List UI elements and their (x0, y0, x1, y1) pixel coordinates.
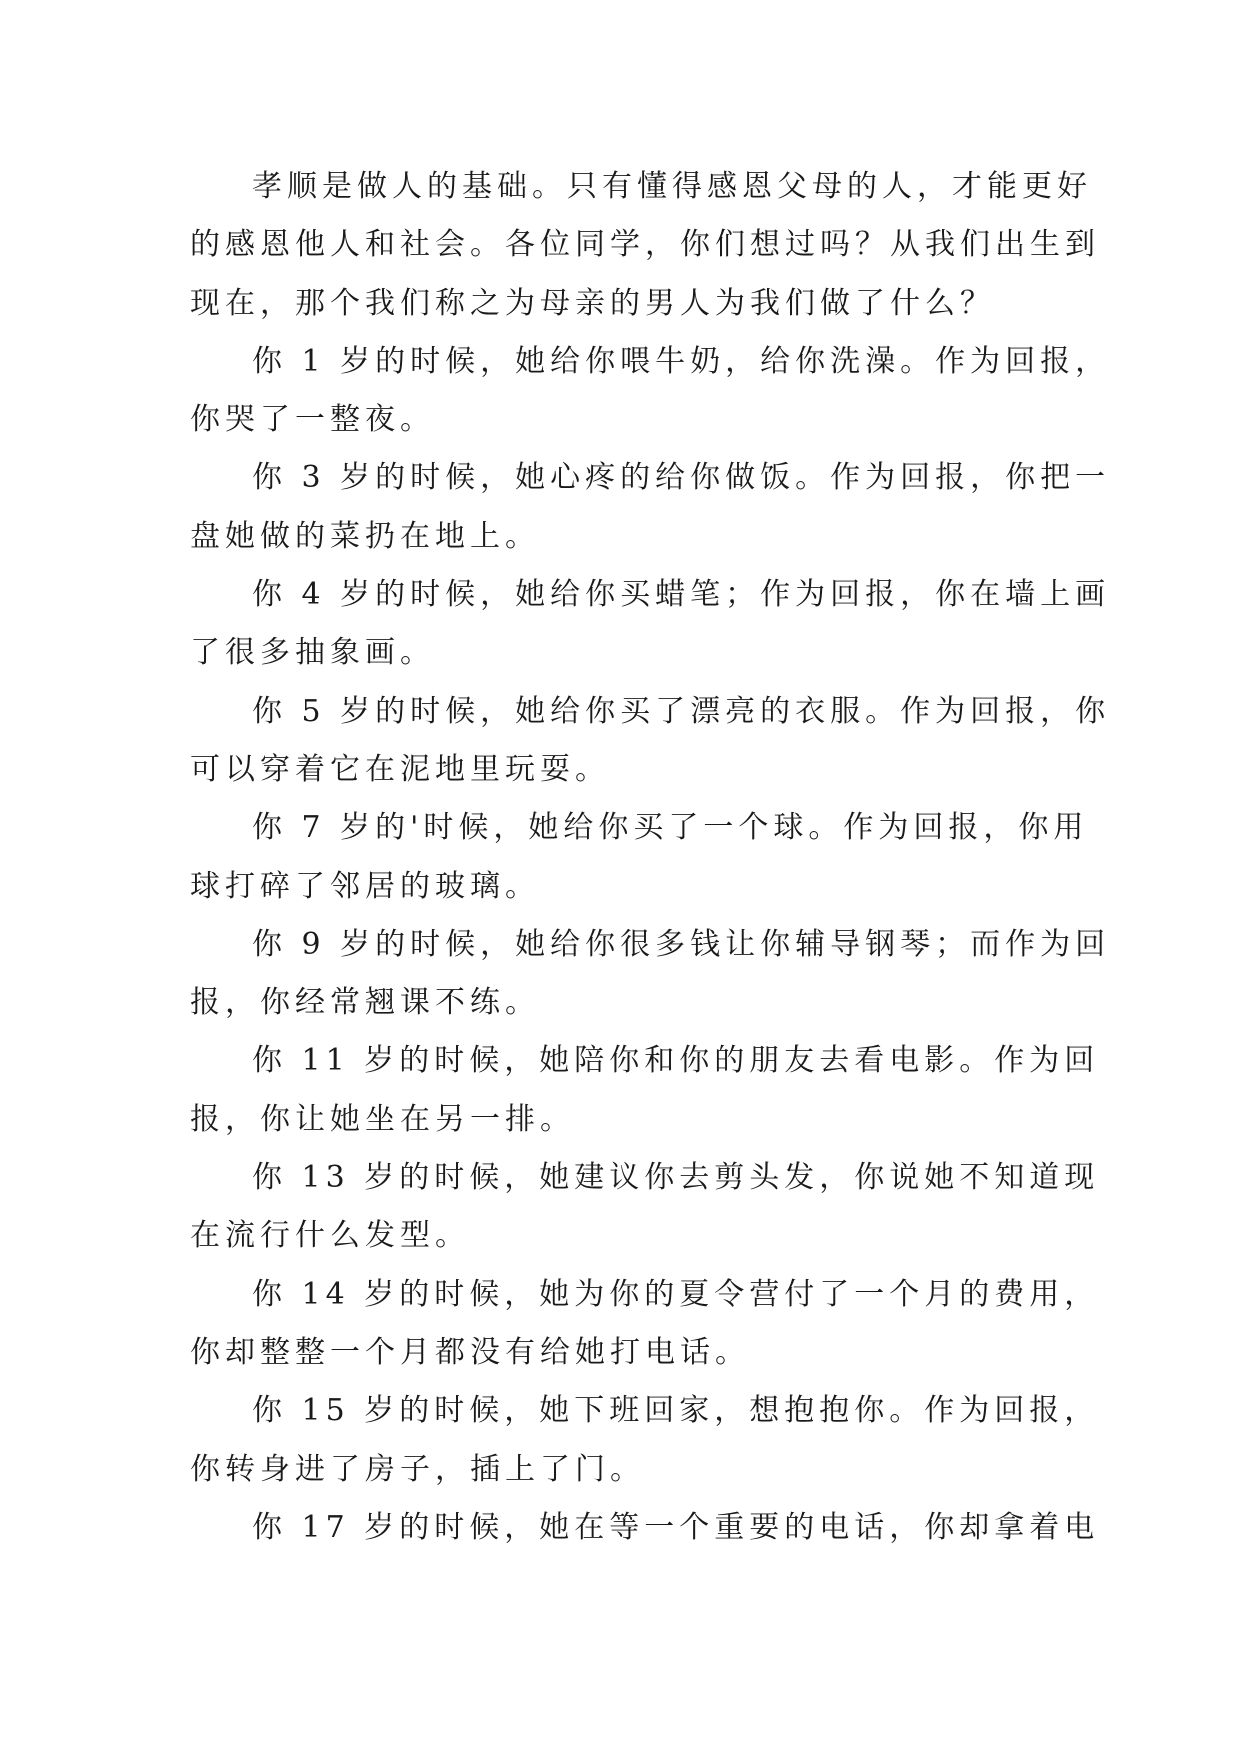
text-line: 在流行什么发型。 (190, 1218, 470, 1254)
paragraph (190, 1149, 1100, 1266)
text-line: 你 15 岁的时候，她下班回家，想抱抱你。作为回报， (252, 1393, 1100, 1429)
text-line: 报，你经常翘课不练。 (190, 985, 540, 1021)
text-line: 你 13 岁的时候，她建议你去剪头发，你说她不知道现 (252, 1160, 1100, 1196)
text-line: 你 4 岁的时候，她给你买蜡笔；作为回报，你在墙上画 (252, 577, 1111, 613)
text-line: 了很多抽象画。 (190, 635, 435, 671)
text-line: 的感恩他人和社会。各位同学，你们想过吗？从我们出生到 (190, 227, 1100, 263)
text-line: 可以穿着它在泥地里玩耍。 (190, 751, 610, 787)
text-line: 你却整整一个月都没有给她打电话。 (190, 1334, 750, 1370)
paragraph (190, 158, 1100, 333)
text-line: 现在，那个我们称之为母亲的男人为我们做了什么？ (190, 285, 995, 321)
text-line: 你 7 岁的'时候，她给你买了一个球。作为回报，你用 (252, 810, 1089, 846)
paragraph (190, 799, 1089, 916)
text-line: 孝顺是做人的基础。只有懂得感恩父母的人，才能更好 (252, 169, 1092, 204)
text-line: 盘她做的菜扔在地上。 (190, 518, 540, 554)
paragraph (190, 1032, 1100, 1149)
paragraph (190, 1266, 1100, 1383)
text-line: 球打碎了邻居的玻璃。 (190, 868, 540, 904)
document-body (190, 158, 1111, 1557)
text-line: 你 1 岁的时候，她给你喂牛奶，给你洗澡。作为回报， (252, 343, 1111, 379)
paragraph (190, 566, 1111, 683)
paragraph (190, 449, 1111, 566)
text-line: 你 14 岁的时候，她为你的夏令营付了一个月的费用， (252, 1276, 1100, 1312)
paragraph (190, 1382, 1100, 1499)
text-line: 你 3 岁的时候，她心疼的给你做饭。作为回报，你把一 (252, 460, 1111, 496)
paragraph (190, 683, 1111, 800)
text-line: 报，你让她坐在另一排。 (190, 1101, 575, 1137)
paragraph (190, 1499, 1100, 1557)
text-line: 你哭了一整夜。 (190, 402, 435, 438)
text-line: 你 17 岁的时候，她在等一个重要的电话，你却拿着电 (252, 1509, 1100, 1545)
paragraph (190, 333, 1111, 450)
text-line: 你转身进了房子，插上了门。 (190, 1451, 645, 1487)
text-line: 你 9 岁的时候，她给你很多钱让你辅导钢琴；而作为回 (252, 926, 1111, 962)
paragraph (190, 916, 1111, 1033)
text-line: 你 11 岁的时候，她陪你和你的朋友去看电影。作为回 (252, 1043, 1100, 1079)
text-line: 你 5 岁的时候，她给你买了漂亮的衣服。作为回报，你 (252, 693, 1111, 729)
